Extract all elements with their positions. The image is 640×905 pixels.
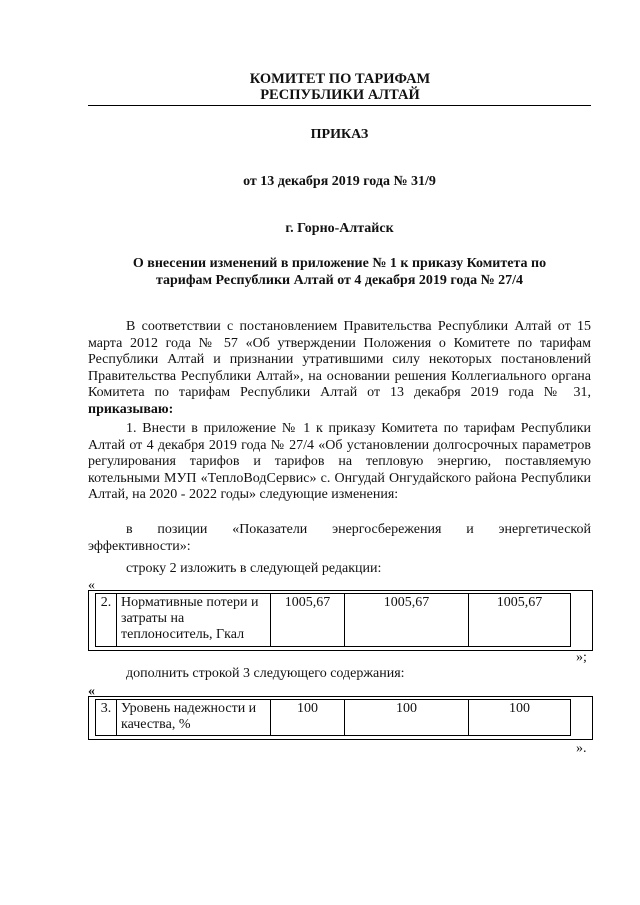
city: г. Горно-Алтайск	[285, 221, 394, 236]
table2	[95, 699, 571, 736]
table-row	[96, 700, 571, 736]
table2-value-2: 100	[345, 700, 469, 736]
table1-row-name: Нормативные потери и затраты на теплоноситель, Гкал	[117, 594, 271, 647]
table1-row-number: 2.	[96, 594, 117, 647]
row3-intro: дополнить строкой 3 следующего содержания:	[126, 666, 405, 681]
doc-type-title: ПРИКАЗ	[310, 127, 369, 142]
table1	[95, 593, 571, 647]
table1-value-3: 1005,67	[469, 594, 571, 647]
doc-date-number: от 13 декабря 2019 года № 31/9	[243, 174, 436, 189]
subject-line1: О внесении изменений в приложение № 1 к приказу Комитета по	[132, 256, 547, 271]
quote-open-1: «	[88, 578, 95, 593]
position-paragraph: в позиции «Показатели энергосбережения и энергетической эффективности»:	[88, 522, 591, 554]
table-row	[96, 594, 571, 647]
table1-value-1: 1005,67	[271, 594, 345, 647]
preamble-order-word: приказываю:	[88, 401, 174, 417]
subject-line2: тарифам Республики Алтай от 4 декабря 2019 года № 27/4	[155, 273, 524, 288]
table1-value-2: 1005,67	[345, 594, 469, 647]
preamble-text: В соответствии с постановлением Правительства Республики Алтай от 15 марта 2012 года № 57 «Об утверждении Положения о Комитете по тарифам Республики Алтай и признании утратившими силу некоторых постановлений Правительства Республики Алтай», на основании решения Коллегиального органа Комитета по тарифам Республики Алтай от 13 декабря 2019 года № 31,	[88, 319, 591, 400]
quote-open-2: «	[88, 684, 95, 699]
row2-intro: строку 2 изложить в следующей редакции:	[126, 561, 382, 576]
preamble-paragraph	[88, 319, 591, 418]
org-name-line1: КОМИТЕТ ПО ТАРИФАМ	[249, 71, 431, 87]
table2-value-1: 100	[271, 700, 345, 736]
table2-value-3: 100	[469, 700, 571, 736]
table2-row-number: 3.	[96, 700, 117, 736]
table2-row-name: Уровень надежности и качества, %	[117, 700, 271, 736]
org-name-line2: РЕСПУБЛИКИ АЛТАЙ	[260, 87, 420, 103]
header-divider	[88, 105, 591, 106]
item1-paragraph: 1. Внести в приложение № 1 к приказу Комитета по тарифам Республики Алтай от 4 декабря 2019 года № 27/4 «Об установлении долгосрочных параметров регулирования тарифов и тарифов на тепловую энергию, поставляемую котельными МУП «ТеплоВодСервис» с. Онгудай Онгудайского района Республики Алтай, на 2020 - 2022 годы» следующие изменения:	[88, 421, 591, 502]
quote-close-1: »;	[576, 650, 587, 665]
quote-close-2: ».	[576, 741, 587, 756]
